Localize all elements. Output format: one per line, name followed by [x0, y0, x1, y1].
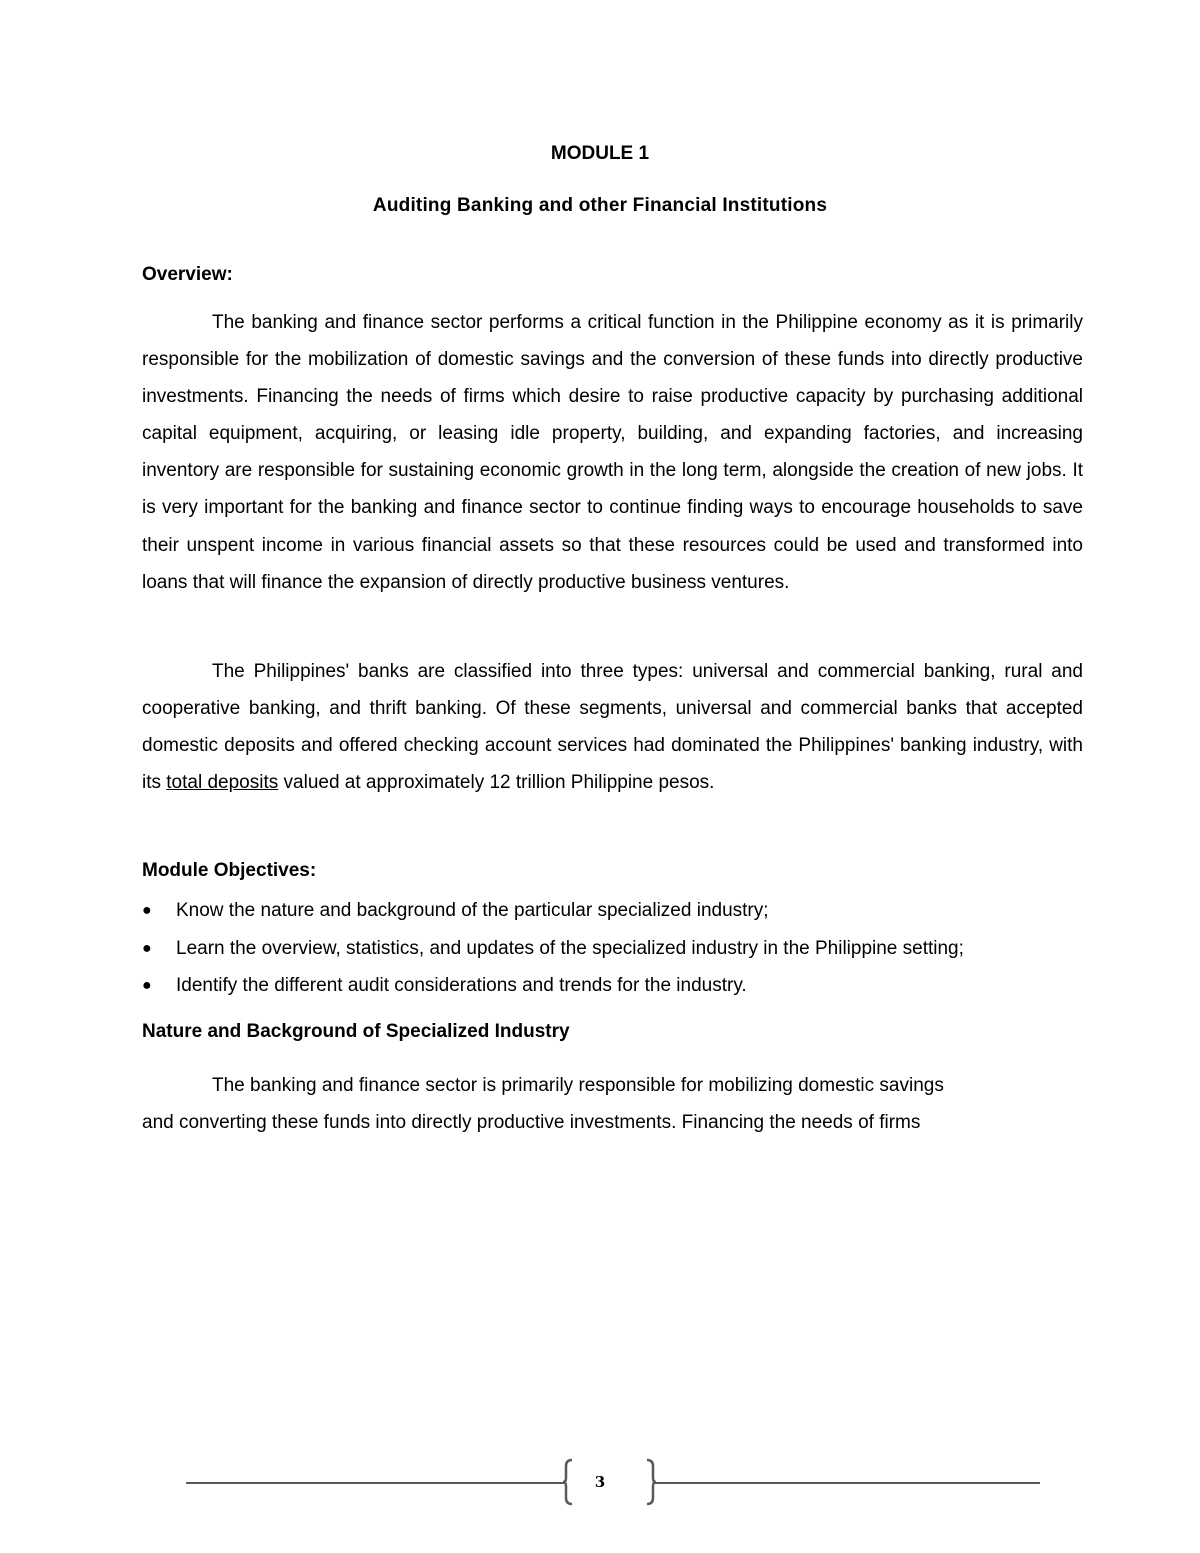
objective-item	[142, 930, 1102, 968]
objectives-heading: Module Objectives:	[142, 860, 317, 881]
footer-rule-right	[654, 1482, 1040, 1484]
bullet-icon: ●	[142, 902, 152, 919]
left-brace-icon	[562, 1458, 574, 1506]
nature-heading: Nature and Background of Specialized Industry	[142, 1021, 570, 1042]
nature-line-2: and converting these funds into directly productive investments. Financing the needs of firms	[142, 1112, 921, 1133]
bullet-icon: ●	[142, 977, 152, 994]
page-number: 3	[594, 1473, 606, 1491]
module-subtitle: Auditing Banking and other Financial Institutions	[372, 195, 828, 216]
paragraph-2-text-before: The Philippines' banks are classified into three types: universal and commercial banking, rural and cooperative banking, and thrift banking. Of these segments, universal and commercial banks that accepted domestic deposits and offered checking account services had dominated the Philippines' banking industry, with its	[142, 661, 1083, 794]
nature-line-1: The banking and finance sector is primarily responsible for mobilizing domestic savings	[212, 1075, 944, 1096]
nature-paragraph	[142, 1067, 1083, 1141]
objective-text: Learn the overview, statistics, and updates of the specialized industry in the Philippine setting;	[176, 937, 964, 959]
overview-heading: Overview:	[142, 264, 233, 285]
objective-item	[142, 967, 1102, 1005]
objective-item	[142, 892, 1102, 930]
objectives-list	[142, 892, 1102, 1005]
bullet-icon: ●	[142, 939, 152, 957]
objective-text: Identify the different audit considerations and trends for the industry.	[176, 975, 747, 996]
module-title: MODULE 1	[550, 143, 650, 164]
page-footer	[0, 1450, 1200, 1520]
total-deposits-link[interactable]: total deposits	[166, 772, 279, 794]
overview-paragraph-2	[142, 653, 1083, 801]
objective-text: Know the nature and background of the particular specialized industry;	[176, 900, 769, 921]
overview-paragraph-1: The banking and finance sector performs a critical function in the Philippine economy as it is primarily responsible for the mobilization of domestic savings and the conversion of these funds into directly productive investments. Financing the needs of firms which desire to raise productive capacity by purchasing additional capital equipment, acquiring, or leasing idle property, building, and expanding factories, and increasing inventory are responsible for sustaining economic growth in the long term, alongside the creation of new jobs. It is very important for the banking and finance sector to continue finding ways to encourage households to save their unspent income in various financial assets so that these resources could be used and transformed into loans that will finance the expansion of directly productive business ventures.	[142, 312, 1083, 593]
footer-rule-left	[186, 1482, 564, 1484]
paragraph-2-text-after: valued at approximately 12 trillion Philippine pesos.	[278, 772, 715, 794]
